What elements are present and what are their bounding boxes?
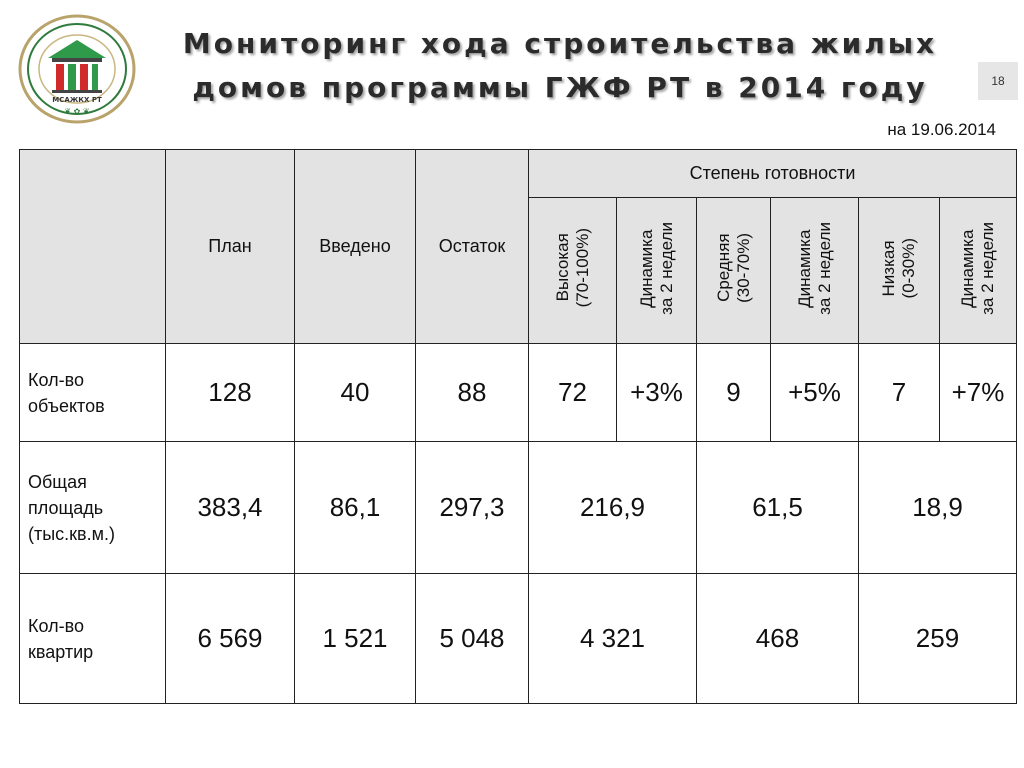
cell-high: 216,9 <box>529 442 697 574</box>
cell-introduced: 86,1 <box>295 442 416 574</box>
header-low-dynamics: Динамика за 2 недели <box>940 198 1017 344</box>
title-line-2: домов программы ГЖФ РТ в 2014 году <box>192 71 928 104</box>
cell-low-dynamics: +7% <box>940 344 1017 442</box>
table-row-apartments <box>20 574 1017 704</box>
row-label-objects: Кол-во объектов <box>20 344 166 442</box>
table-row-objects <box>20 344 1017 442</box>
svg-text:❦ ✿ ❦: ❦ ✿ ❦ <box>64 107 90 116</box>
header-empty-cell <box>20 150 166 344</box>
cell-high: 72 <box>529 344 617 442</box>
cell-remaining: 88 <box>416 344 529 442</box>
cell-medium-dynamics: +5% <box>771 344 859 442</box>
construction-monitoring-table <box>19 149 1017 704</box>
cell-plan: 6 569 <box>166 574 295 704</box>
cell-medium: 61,5 <box>697 442 859 574</box>
svg-text:МСАЖКХ РТ: МСАЖКХ РТ <box>52 96 102 104</box>
row-label-apartments: Кол-во квартир <box>20 574 166 704</box>
cell-remaining: 297,3 <box>416 442 529 574</box>
ministry-logo <box>18 14 136 124</box>
row-label-area: Общая площадь (тыс.кв.м.) <box>20 442 166 574</box>
cell-high: 4 321 <box>529 574 697 704</box>
cell-medium: 9 <box>697 344 771 442</box>
header-medium-dynamics: Динамика за 2 недели <box>771 198 859 344</box>
cell-low: 259 <box>859 574 1017 704</box>
cell-introduced: 1 521 <box>295 574 416 704</box>
cell-low: 7 <box>859 344 940 442</box>
cell-introduced: 40 <box>295 344 416 442</box>
header-readiness-group: Степень готовности <box>529 150 1017 198</box>
page-title <box>150 22 970 110</box>
date-label: на 19.06.2014 <box>887 120 996 139</box>
header-remaining: Остаток <box>416 150 529 344</box>
cell-remaining: 5 048 <box>416 574 529 704</box>
title-line-1: Мониторинг хода строительства жилых <box>182 27 938 60</box>
cell-medium: 468 <box>697 574 859 704</box>
header-plan: План <box>166 150 295 344</box>
header-introduced: Введено <box>295 150 416 344</box>
cell-low: 18,9 <box>859 442 1017 574</box>
table-row-area <box>20 442 1017 574</box>
cell-plan: 383,4 <box>166 442 295 574</box>
header-medium: Средняя (30-70%) <box>697 198 771 344</box>
header-high-dynamics: Динамика за 2 недели <box>617 198 697 344</box>
header-low: Низкая (0-30%) <box>859 198 940 344</box>
page-number: 18 <box>978 62 1018 100</box>
cell-plan: 128 <box>166 344 295 442</box>
cell-high-dynamics: +3% <box>617 344 697 442</box>
header-high: Высокая (70-100%) <box>529 198 617 344</box>
